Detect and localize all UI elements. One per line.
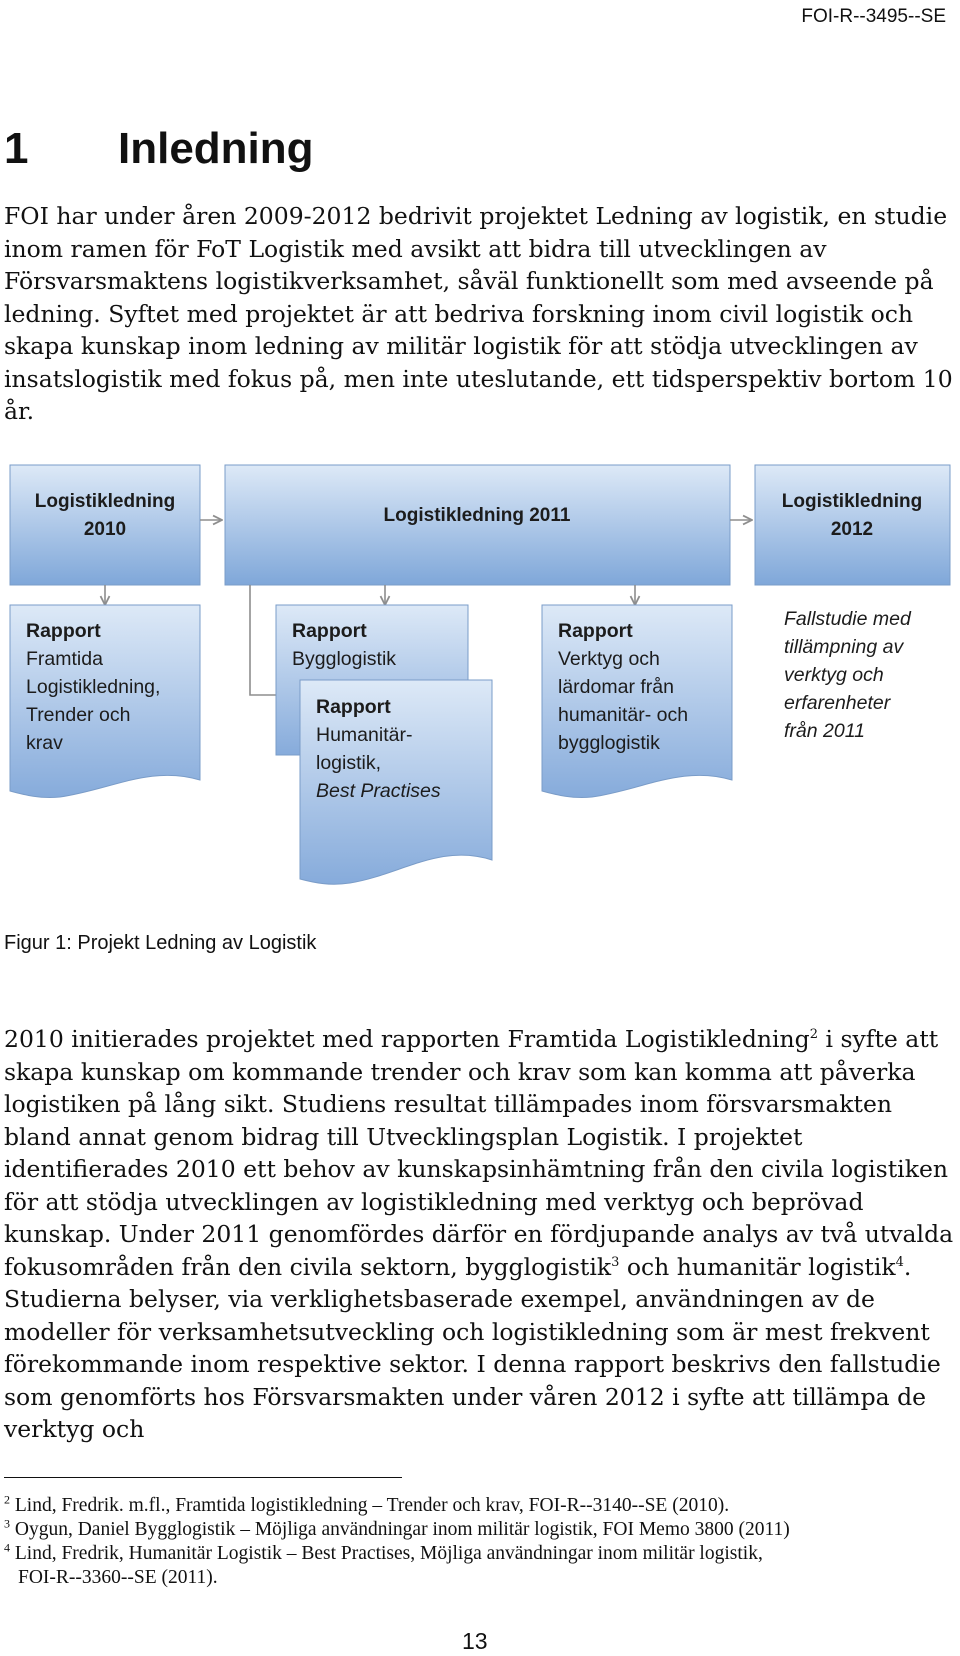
- doc2-line1: Bygglogistik: [292, 648, 397, 670]
- box-logistikledning-2010: [10, 465, 200, 585]
- body-text-3: och humanitär logistik: [619, 1252, 896, 1281]
- footnote-4-text: Lind, Fredrik, Humanitär Logistik – Best Practises, Möjliga användningar inom militär logistik,: [14, 1543, 763, 1564]
- footnote-divider: [4, 1477, 402, 1478]
- note-line4: erfarenheter: [784, 692, 891, 714]
- doc1-line4: krav: [26, 732, 63, 754]
- doc3-line2: logistik,: [316, 752, 382, 774]
- footnote-4-continuation: FOI-R--3360--SE (2011).: [18, 1567, 218, 1588]
- footnote-ref-2[interactable]: 2: [809, 1027, 818, 1043]
- box-logistikledning-2012: [755, 465, 950, 585]
- doc4-title: Rapport: [558, 620, 633, 642]
- doc4-line1: Verktyg och: [558, 648, 660, 670]
- box-2010-line1: Logistikledning: [34, 491, 176, 512]
- footnote-ref-3[interactable]: 3: [611, 1254, 620, 1270]
- doc-rapport-humanitar: [300, 680, 492, 884]
- doc1-title: Rapport: [26, 620, 101, 642]
- page-number: 13: [462, 1628, 488, 1654]
- doc3-line1: Humanitär-: [316, 724, 413, 746]
- doc-rapport-verktyg: [542, 605, 732, 798]
- footnote-4-number: 4: [4, 1540, 10, 1555]
- box-2012-line2: 2012: [830, 519, 874, 540]
- doc1-line3: Trender och: [26, 704, 131, 726]
- report-id-header: FOI-R--3495--SE: [801, 6, 946, 27]
- figure-caption: Figur 1: Projekt Ledning av Logistik: [4, 932, 317, 954]
- body-text-4: . Studierna belyser, via verklighetsbaserade exempel, användningen av de modeller för verksamhetsutveckling och logistikledning som är mest frekvent förekommande inom respektive sektor. I denna rapport beskrivs den fallstudie som genomförts hos Försvarsmakten under våren 2012 i syfte att tillämpa de verktyg och: [4, 1252, 941, 1443]
- footnote-ref-4[interactable]: 4: [895, 1254, 904, 1270]
- doc4-line3: humanitär- och: [558, 704, 689, 726]
- chapter-number: 1: [4, 124, 29, 173]
- body-paragraph: [4, 1023, 954, 1446]
- footnote-3: [4, 1518, 956, 1542]
- doc1-line2: Logistikledning,: [26, 676, 161, 698]
- body-text-1: 2010 initierades projektet med rapporten Framtida Logistikledning: [4, 1025, 810, 1053]
- note-line2: tillämpning av: [784, 636, 904, 658]
- footnote-2-number: 2: [4, 1492, 10, 1507]
- doc-rapport-framtida: [10, 605, 200, 798]
- project-figure: [0, 455, 960, 895]
- body-text-2: i syfte att skapa kunskap om kommande trender och krav som kan komma att påverka logistiken på lång sikt. Studiens resultat tillämpades inom försvarsmakten bland annat genom bidrag till Utvecklingsplan Logistik. I projektet identifierades 2010 ett behov av kunskapsinhämtning från den civila logistiken för att stödja utvecklingen av logistikledning med verktyg och beprövad kunskap. Under 2011 genomfördes därför en fördjupande analys av två utvalda fokusområden från den civila sektorn, bygglogistik: [4, 1025, 954, 1281]
- footnote-4: [4, 1542, 956, 1566]
- box-logistikledning-2011: [225, 465, 730, 585]
- footnote-3-number: 3: [4, 1516, 10, 1531]
- box-2012-line1: Logistikledning: [781, 491, 923, 512]
- box-2011-line1: Logistikledning 2011: [383, 505, 571, 526]
- case-study-note: [784, 608, 912, 742]
- intro-paragraph: FOI har under åren 2009-2012 bedrivit projektet Ledning av logistik, en studie inom ramen för FoT Logistik med avsikt att bidra till utvecklingen av Försvarsmaktens logistikverksamhet, såväl funktionellt som med avseende på ledning. Syftet med projektet är att bedriva forskning inom civil logistik och skapa kunskap inom ledning av militär logistik för att stödja utvecklingen av insatslogistik med fokus på, men inte uteslutande, ett tidsperspektiv bortom 10 år.: [4, 202, 953, 425]
- doc3-title: Rapport: [316, 696, 391, 718]
- note-line3: verktyg och: [784, 664, 884, 686]
- note-line1: Fallstudie med: [784, 608, 911, 630]
- doc4-line4: bygglogistik: [558, 732, 660, 754]
- note-line5: från 2011: [784, 720, 865, 742]
- chapter-heading: [4, 124, 314, 174]
- footnote-2: [4, 1494, 956, 1518]
- footnote-3-text: Oygun, Daniel Bygglogistik – Möjliga användningar inom militär logistik, FOI Memo 3800 (2011): [14, 1519, 790, 1540]
- doc3-line3: Best Practises: [316, 780, 441, 802]
- box-2010-line2: 2010: [83, 519, 127, 540]
- footnotes: [4, 1494, 956, 1590]
- doc4-line2: lärdomar från: [558, 676, 674, 698]
- footnote-2-text: Lind, Fredrik. m.fl., Framtida logistikledning – Trender och krav, FOI-R--3140--SE (2010).: [14, 1495, 730, 1516]
- doc1-line1: Framtida: [26, 648, 103, 670]
- doc2-title: Rapport: [292, 620, 367, 642]
- chapter-title: Inledning: [118, 124, 314, 173]
